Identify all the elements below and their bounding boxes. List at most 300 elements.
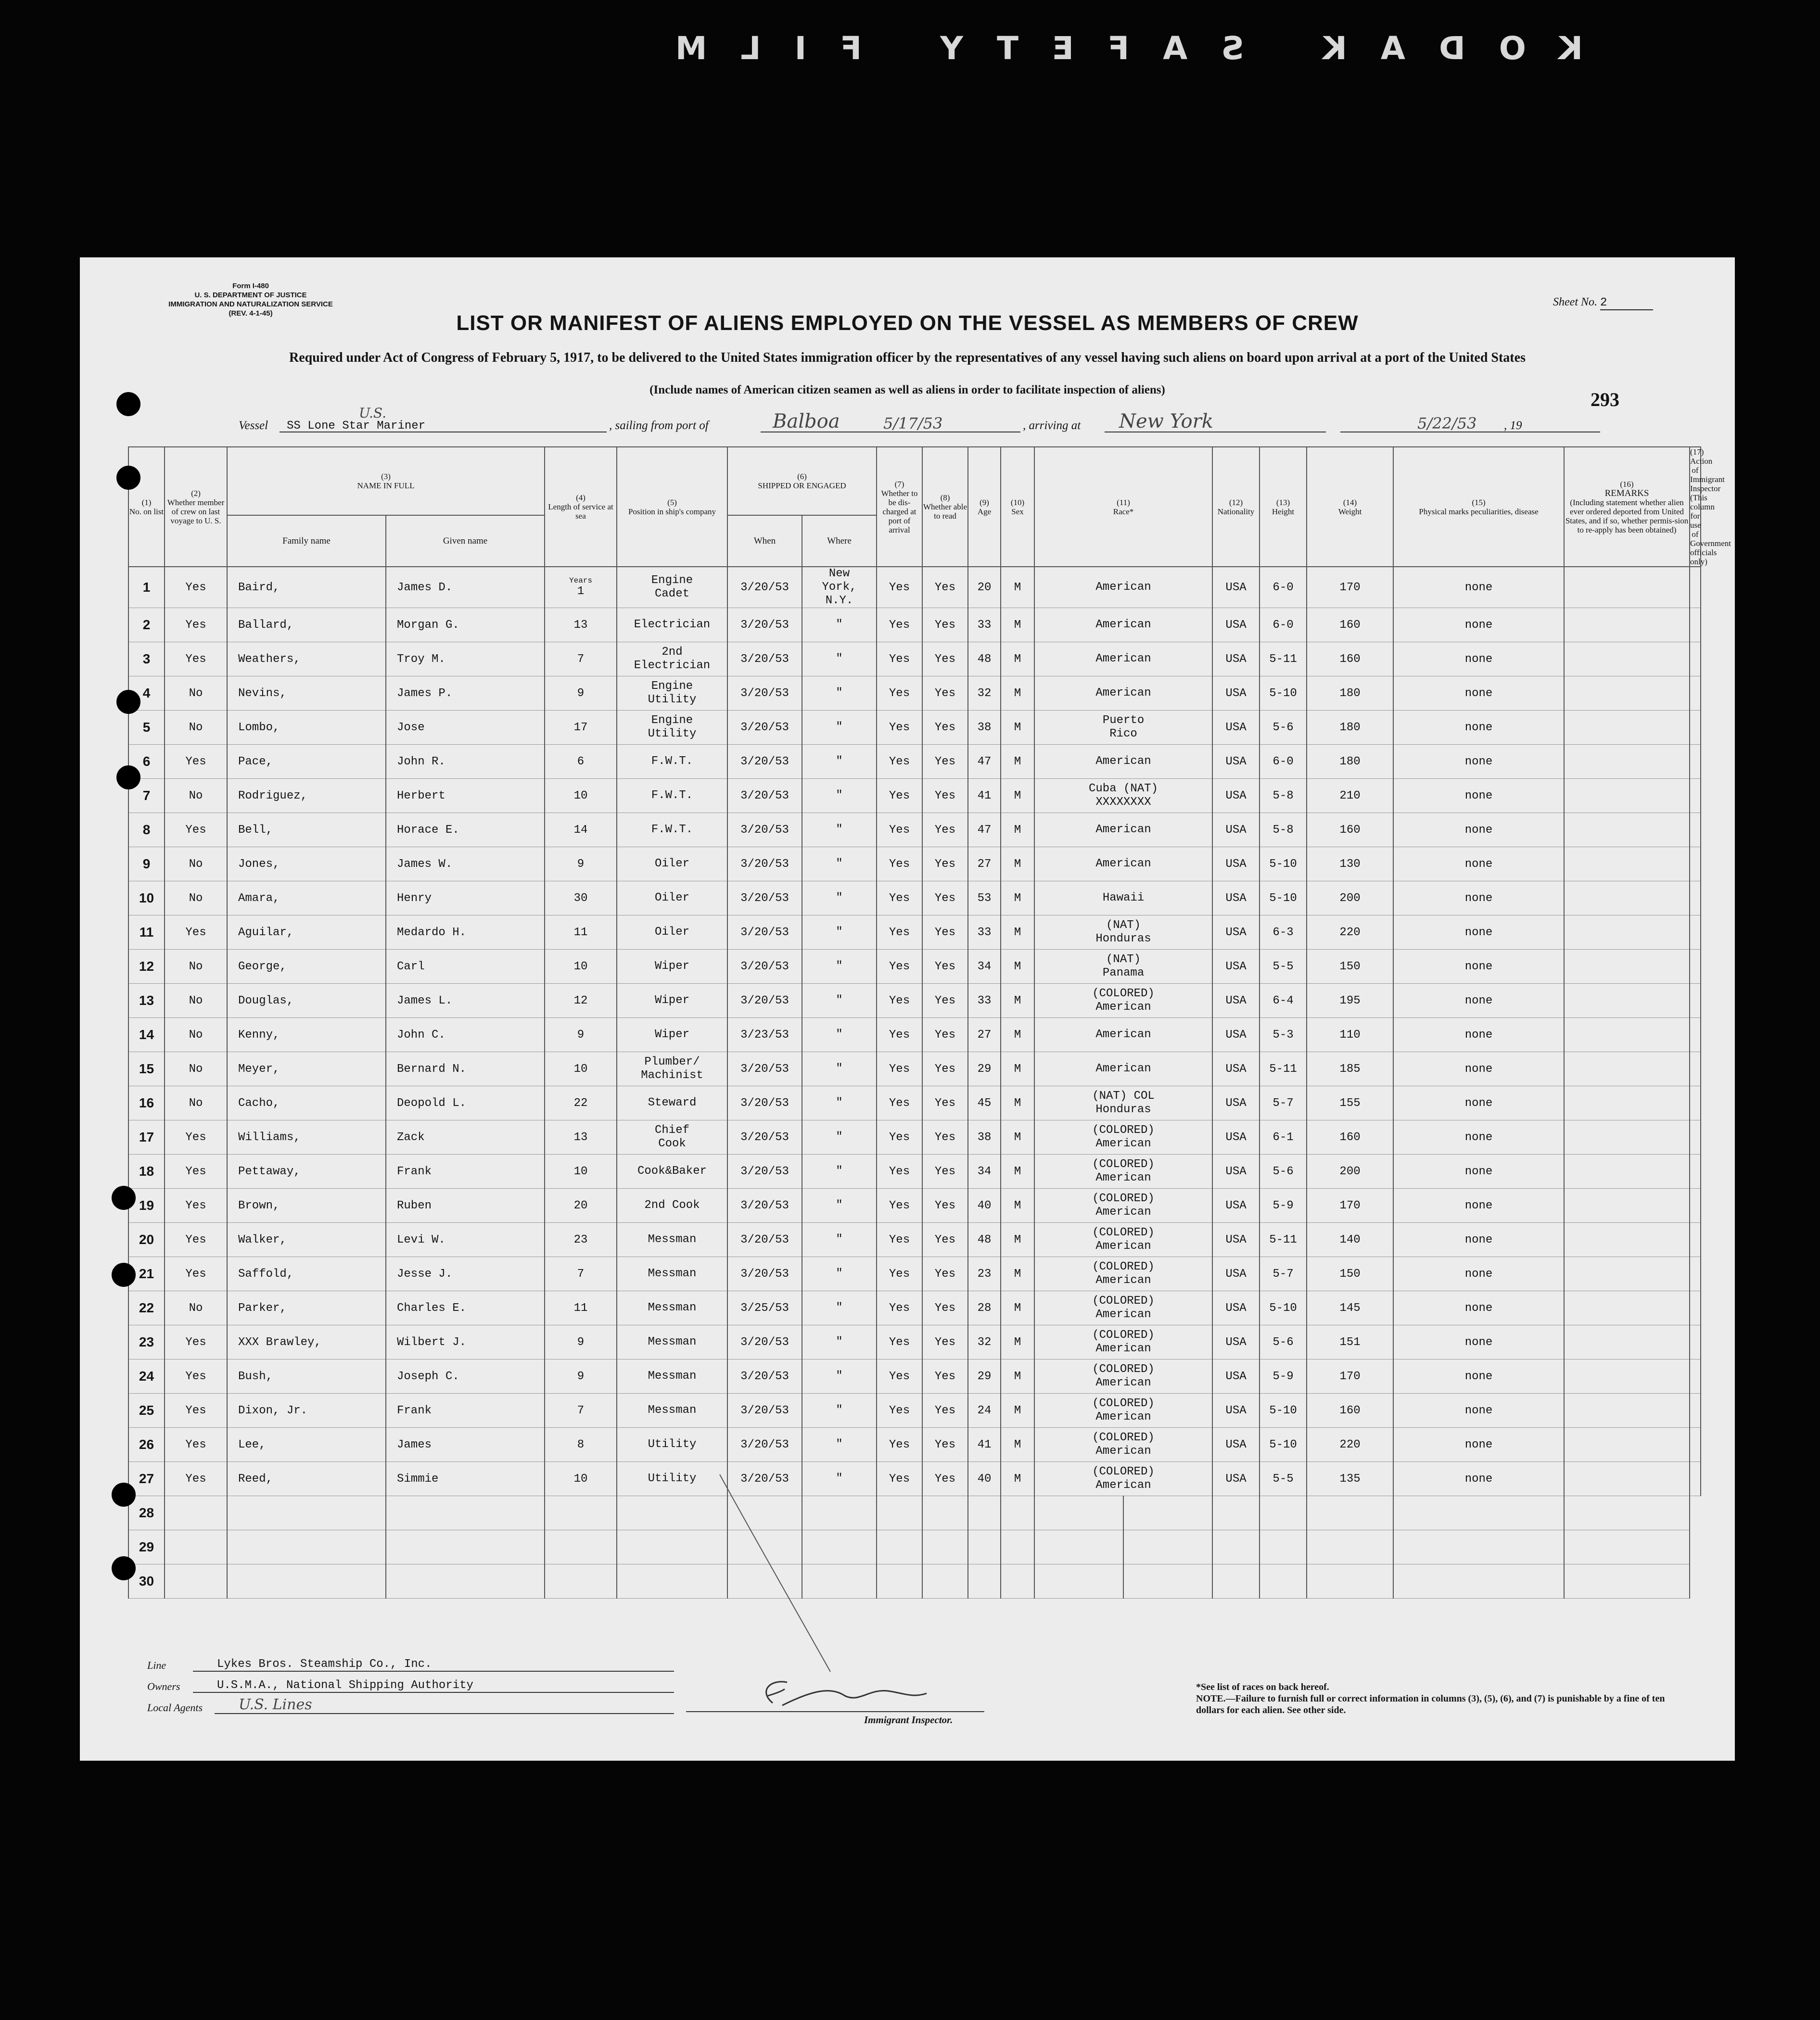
able-to-read-cell: Yes [922,1291,968,1325]
races-note: *See list of races on back hereof. [1196,1682,1329,1692]
weight-cell: 150 [1307,950,1393,984]
inspector-action-cell [1690,567,1701,608]
penalty-note: NOTE.—Failure to furnish full or correct information in columns (3), (5), (6), and (7) is punishable by a fine of ten dollars for each alien. See other side. [1196,1693,1665,1715]
position-cell: Messman [617,1359,727,1394]
sex-cell: M [1001,1257,1034,1291]
remarks-cell [1564,1462,1690,1496]
height-cell: 5-10 [1260,1428,1307,1462]
race-cell: (COLORED) American [1034,1120,1212,1155]
inspector-signature [686,1677,984,1710]
prior-voyage-cell: No [165,950,227,984]
given-name-cell: Deopold L. [386,1086,545,1120]
able-to-read-cell: Yes [922,779,968,813]
race-cell: (COLORED) American [1034,1189,1212,1223]
sex-cell: M [1001,1189,1034,1223]
empty-cell [386,1530,545,1564]
height-cell: 5-6 [1260,711,1307,745]
shipped-when-cell: 3/20/53 [727,1394,802,1428]
shipped-when-cell: 3/20/53 [727,881,802,915]
height-cell: 6-0 [1260,745,1307,779]
position-cell: 2nd Cook [617,1189,727,1223]
empty-cell [877,1530,922,1564]
shipped-where-cell: " [802,1018,877,1052]
crew-manifest-table [128,446,1731,1599]
position-cell: 2nd Electrician [617,642,727,676]
family-name-cell: Pace, [227,745,386,779]
physical-marks-cell: none [1393,711,1564,745]
able-to-read-cell: Yes [922,1223,968,1257]
inspector-action-cell [1690,915,1701,950]
table-row [128,1462,1701,1496]
row-number: 19 [128,1189,165,1223]
remarks-cell [1564,1120,1690,1155]
race-cell: (COLORED) American [1034,1291,1212,1325]
family-name-cell: Jones, [227,847,386,881]
shipped-where-cell: " [802,984,877,1018]
inspector-action-cell [1690,1018,1701,1052]
empty-cell [1001,1564,1034,1599]
able-to-read-cell: Yes [922,642,968,676]
table-row [128,1018,1701,1052]
family-name-cell: Rodriguez, [227,779,386,813]
empty-cell [877,1496,922,1530]
sailing-port-handwritten: Balboa [773,410,840,432]
weight-cell: 151 [1307,1325,1393,1359]
row-number: 28 [128,1496,165,1530]
form-number: Form I-480 [232,282,269,290]
row-number: 24 [128,1359,165,1394]
physical-marks-cell: none [1393,881,1564,915]
empty-cell [968,1564,1001,1599]
able-to-read-cell: Yes [922,1155,968,1189]
height-cell: 5-5 [1260,1462,1307,1496]
empty-cell [968,1496,1001,1530]
nationality-cell: USA [1212,1325,1260,1359]
age-cell: 33 [968,915,1001,950]
col-given-header: Given name [386,515,545,567]
physical-marks-cell: none [1393,1155,1564,1189]
inspector-action-cell [1690,1155,1701,1189]
nationality-cell: USA [1212,915,1260,950]
nationality-cell: USA [1212,676,1260,711]
blank-row [128,1530,1701,1564]
requirement-text: Required under Act of Congress of February 5, 1917, to be delivered to the United States immigration officer by the representatives of any vessel having such aliens on board upon arrival at a port of the United States [289,350,1526,365]
physical-marks-cell: none [1393,1291,1564,1325]
pen-stroke-mark [705,1470,850,1681]
discharged-cell: Yes [877,1291,922,1325]
manifest-sheet [80,257,1735,1761]
shipped-where-cell: " [802,642,877,676]
empty-cell [545,1496,617,1530]
race-cell: (COLORED) American [1034,1462,1212,1496]
age-cell: 38 [968,711,1001,745]
shipped-where-cell: " [802,1359,877,1394]
empty-cell [922,1530,968,1564]
remarks-cell [1564,1155,1690,1189]
empty-cell [922,1564,968,1599]
physical-marks-cell: none [1393,813,1564,847]
able-to-read-cell: Yes [922,567,968,608]
weight-cell: 180 [1307,676,1393,711]
row-number: 13 [128,984,165,1018]
weight-cell: 160 [1307,1120,1393,1155]
age-cell: 38 [968,1120,1001,1155]
table-row [128,1052,1701,1086]
col-discharged-header: (7) Whether to be dis-charged at port of arrival [877,447,922,567]
height-cell: 5-6 [1260,1325,1307,1359]
col-family-header: Family name [227,515,386,567]
family-name-cell: Bell, [227,813,386,847]
race-cell: (COLORED) American [1034,1325,1212,1359]
sailing-label: , sailing from port of [609,419,709,432]
given-name-cell: John R. [386,745,545,779]
shipped-where-cell: " [802,915,877,950]
empty-cell [1564,1564,1690,1599]
given-name-cell: Carl [386,950,545,984]
family-name-cell: George, [227,950,386,984]
discharged-cell: Yes [877,779,922,813]
discharged-cell: Yes [877,813,922,847]
age-cell: 40 [968,1462,1001,1496]
race-cell: (COLORED) American [1034,1428,1212,1462]
row-number: 15 [128,1052,165,1086]
remarks-cell [1564,745,1690,779]
length-of-service-cell: 12 [545,984,617,1018]
sex-cell: M [1001,1394,1034,1428]
col-height-header: (13) Height [1260,447,1307,567]
inspector-action-cell [1690,881,1701,915]
inspector-label: Immigrant Inspector. [864,1714,953,1726]
empty-cell [1393,1564,1564,1599]
physical-marks-cell: none [1393,950,1564,984]
prior-voyage-cell: No [165,1291,227,1325]
given-name-cell: Jose [386,711,545,745]
empty-cell [1260,1496,1307,1530]
prior-voyage-cell: Yes [165,1257,227,1291]
family-name-cell: Kenny, [227,1018,386,1052]
age-cell: 53 [968,881,1001,915]
agents-value-handwritten: U.S. Lines [215,1696,674,1714]
position-cell: F.W.T. [617,813,727,847]
empty-cell [1564,1530,1690,1564]
nationality-cell: USA [1212,642,1260,676]
length-of-service-cell: 13 [545,608,617,642]
stamped-number: 293 [1591,389,1619,410]
weight-cell: 180 [1307,711,1393,745]
vessel-prefix-handwritten: U.S. [359,405,387,421]
sex-cell: M [1001,813,1034,847]
able-to-read-cell: Yes [922,1120,968,1155]
table-row [128,950,1701,984]
length-of-service-cell: 23 [545,1223,617,1257]
remarks-cell [1564,950,1690,984]
height-cell: 6-0 [1260,608,1307,642]
race-cell: American [1034,676,1212,711]
col-name-header: (3) NAME IN FULL [227,447,545,515]
able-to-read-cell: Yes [922,1086,968,1120]
nationality-cell: USA [1212,779,1260,813]
height-cell: 5-9 [1260,1189,1307,1223]
race-cell: American [1034,1018,1212,1052]
age-cell: 47 [968,745,1001,779]
height-cell: 5-10 [1260,1291,1307,1325]
page-title: LIST OR MANIFEST OF ALIENS EMPLOYED ON THE VESSEL AS MEMBERS OF CREW [456,311,1359,335]
empty-cell [227,1496,386,1530]
shipped-when-cell: 3/20/53 [727,1052,802,1086]
age-cell: 33 [968,984,1001,1018]
discharged-cell: Yes [877,1052,922,1086]
inspector-action-cell [1690,813,1701,847]
length-of-service-cell: 10 [545,1462,617,1496]
nationality-cell: USA [1212,608,1260,642]
footer-notes [1196,1681,1677,1716]
shipped-when-cell: 3/20/53 [727,1325,802,1359]
table-row [128,813,1701,847]
given-name-cell: Bernard N. [386,1052,545,1086]
position-cell: Engine Utility [617,711,727,745]
table-row [128,642,1701,676]
age-cell: 41 [968,779,1001,813]
age-cell: 48 [968,642,1001,676]
row-number: 5 [128,711,165,745]
family-name-cell: Weathers, [227,642,386,676]
length-of-service-cell: 9 [545,676,617,711]
table-row [128,1223,1701,1257]
shipped-when-cell: 3/20/53 [727,1189,802,1223]
shipped-when-cell: 3/20/53 [727,567,802,608]
agents-label: Local Agents [147,1702,203,1714]
physical-marks-cell: none [1393,1325,1564,1359]
age-cell: 34 [968,1155,1001,1189]
sheet-number: 2 [1600,296,1653,310]
punch-hole [112,1483,136,1507]
nationality-cell: USA [1212,984,1260,1018]
empty-cell [1212,1530,1260,1564]
sex-cell: M [1001,1052,1034,1086]
race-cell: American [1034,813,1212,847]
height-cell: 5-11 [1260,1052,1307,1086]
age-cell: 47 [968,813,1001,847]
row-number: 6 [128,745,165,779]
prior-voyage-cell: No [165,881,227,915]
given-name-cell: Horace E. [386,813,545,847]
shipped-where-cell: " [802,779,877,813]
race-cell: (COLORED) American [1034,1155,1212,1189]
sex-cell: M [1001,1291,1034,1325]
position-cell: Engine Cadet [617,567,727,608]
weight-cell: 195 [1307,984,1393,1018]
blank-row [128,1496,1701,1530]
remarks-cell [1564,1394,1690,1428]
table-row [128,1291,1701,1325]
table-row [128,1155,1701,1189]
race-cell: Cuba (NAT) XXXXXXXX [1034,779,1212,813]
table-row [128,779,1701,813]
height-cell: 5-10 [1260,1394,1307,1428]
length-of-service-cell: 14 [545,813,617,847]
able-to-read-cell: Yes [922,608,968,642]
form-department: U. S. DEPARTMENT OF JUSTICE [194,291,307,299]
col-remarks-header: (16) REMARKS (Including statement whether alien ever ordered deported from United States, and if so, whether permis-sion to re-apply has been obtained) [1564,447,1690,567]
inspector-action-cell [1690,1462,1701,1496]
col-shipped-header: (6) SHIPPED OR ENGAGED [727,447,877,515]
family-name-cell: Williams, [227,1120,386,1155]
age-cell: 24 [968,1394,1001,1428]
height-cell: 6-1 [1260,1120,1307,1155]
able-to-read-cell: Yes [922,676,968,711]
row-number: 25 [128,1394,165,1428]
line-value: Lykes Bros. Steamship Co., Inc. [193,1658,674,1672]
form-service: IMMIGRATION AND NATURALIZATION SERVICE [168,300,333,308]
prior-voyage-cell: Yes [165,745,227,779]
length-of-service-cell: 10 [545,950,617,984]
height-cell: 5-10 [1260,676,1307,711]
remarks-cell [1564,1325,1690,1359]
discharged-cell: Yes [877,1189,922,1223]
row-number: 2 [128,608,165,642]
inspector-signature-line [686,1711,984,1712]
height-cell: 5-6 [1260,1155,1307,1189]
age-cell: 40 [968,1189,1001,1223]
able-to-read-cell: Yes [922,1428,968,1462]
empty-cell [165,1496,227,1530]
shipped-where-cell: " [802,813,877,847]
weight-cell: 220 [1307,1428,1393,1462]
col-length-header: (4) Length of service at sea [545,447,617,567]
shipped-where-cell: " [802,1189,877,1223]
film-edge-marking: KODAK SAFETY FILM [641,30,1583,67]
family-name-cell: Nevins, [227,676,386,711]
position-cell: Plumber/ Machinist [617,1052,727,1086]
remarks-cell [1564,1018,1690,1052]
sex-cell: M [1001,984,1034,1018]
row-number: 21 [128,1257,165,1291]
able-to-read-cell: Yes [922,1018,968,1052]
prior-voyage-cell: No [165,847,227,881]
shipped-where-cell: New York, N.Y. [802,567,877,608]
table-row [128,1120,1701,1155]
physical-marks-cell: none [1393,1394,1564,1428]
remarks-cell [1564,676,1690,711]
shipped-when-cell: 3/20/53 [727,950,802,984]
length-of-service-cell: 6 [545,745,617,779]
row-number: 27 [128,1462,165,1496]
prior-voyage-cell: Yes [165,1462,227,1496]
race-cell: (COLORED) American [1034,1359,1212,1394]
shipped-where-cell: " [802,1325,877,1359]
column-number-row [128,447,1701,515]
row-number: 17 [128,1120,165,1155]
empty-cell [1307,1496,1393,1530]
inspector-action-cell [1690,1120,1701,1155]
sex-cell: M [1001,915,1034,950]
weight-cell: 110 [1307,1018,1393,1052]
empty-cell [165,1530,227,1564]
sex-cell: M [1001,847,1034,881]
empty-cell [545,1564,617,1599]
weight-cell: 220 [1307,915,1393,950]
height-cell: 5-3 [1260,1018,1307,1052]
shipped-when-cell: 3/20/53 [727,813,802,847]
length-of-service-cell: 30 [545,881,617,915]
height-cell: 5-10 [1260,881,1307,915]
able-to-read-cell: Yes [922,813,968,847]
shipped-when-cell: 3/20/53 [727,1462,802,1496]
inspector-action-cell [1690,950,1701,984]
family-name-cell: Meyer, [227,1052,386,1086]
family-name-cell: Saffold, [227,1257,386,1291]
table-row [128,1086,1701,1120]
remarks-cell [1564,1359,1690,1394]
given-name-cell: Troy M. [386,642,545,676]
height-cell: 6-0 [1260,567,1307,608]
nationality-cell: USA [1212,1394,1260,1428]
age-cell: 27 [968,1018,1001,1052]
age-cell: 28 [968,1291,1001,1325]
prior-voyage-cell: Yes [165,1189,227,1223]
nationality-cell: USA [1212,711,1260,745]
nationality-cell: USA [1212,1086,1260,1120]
shipped-when-cell: 3/20/53 [727,915,802,950]
table-row [128,1359,1701,1394]
inspector-action-cell [1690,745,1701,779]
table-row [128,915,1701,950]
length-of-service-cell: 8 [545,1428,617,1462]
physical-marks-cell: none [1393,676,1564,711]
vessel-line [239,405,1663,435]
sex-cell: M [1001,745,1034,779]
position-cell: Messman [617,1394,727,1428]
remarks-cell [1564,711,1690,745]
row-number: 30 [128,1564,165,1599]
physical-marks-cell: none [1393,847,1564,881]
age-cell: 32 [968,676,1001,711]
arriving-date-handwritten: 5/22/53 [1417,414,1477,432]
race-cell: (NAT) Panama [1034,950,1212,984]
physical-marks-cell: none [1393,1359,1564,1394]
shipped-where-cell: " [802,950,877,984]
discharged-cell: Yes [877,745,922,779]
prior-voyage-cell: Yes [165,1359,227,1394]
physical-marks-cell: none [1393,1257,1564,1291]
discharged-cell: Yes [877,1223,922,1257]
empty-cell [1393,1496,1564,1530]
form-revision: (REV. 4-1-45) [229,309,273,318]
given-name-cell: John C. [386,1018,545,1052]
row-number: 8 [128,813,165,847]
discharged-cell: Yes [877,608,922,642]
vessel-label: Vessel [239,419,268,432]
family-name-cell: Baird, [227,567,386,608]
nationality-cell: USA [1212,881,1260,915]
prior-voyage-cell: Yes [165,1325,227,1359]
row-number: 11 [128,915,165,950]
discharged-cell: Yes [877,1428,922,1462]
physical-marks-cell: none [1393,1428,1564,1462]
shipped-when-cell: 3/20/53 [727,847,802,881]
discharged-cell: Yes [877,1120,922,1155]
position-cell: F.W.T. [617,745,727,779]
height-cell: 5-10 [1260,847,1307,881]
family-name-cell: Douglas, [227,984,386,1018]
discharged-cell: Yes [877,915,922,950]
family-name-cell: Pettaway, [227,1155,386,1189]
length-of-service-cell: 9 [545,1325,617,1359]
remarks-cell [1564,779,1690,813]
shipped-where-cell: " [802,1223,877,1257]
discharged-cell: Yes [877,711,922,745]
footer-fields [147,1652,725,1716]
